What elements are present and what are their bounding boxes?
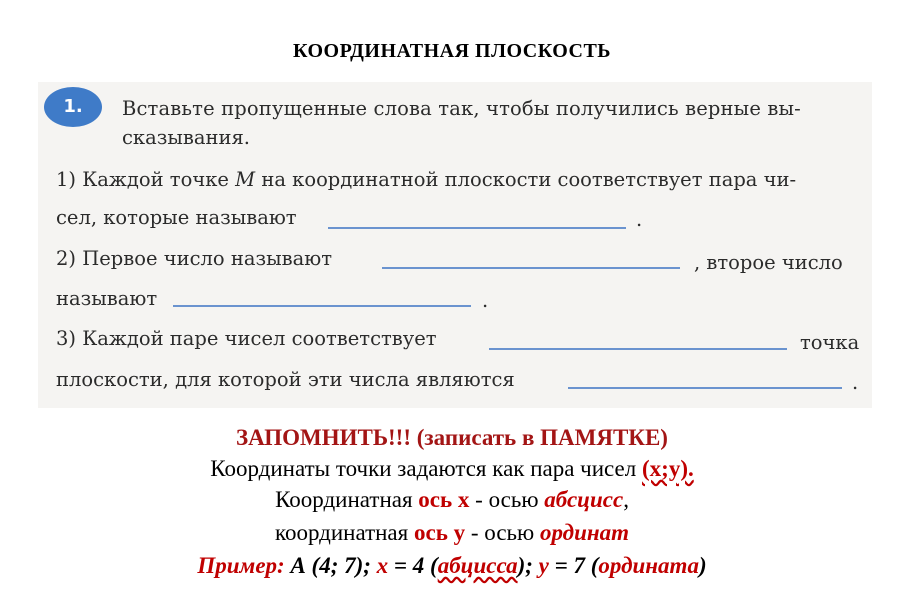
memo-line-3 bbox=[0, 520, 904, 546]
instruction-line-2: сказывания. bbox=[122, 126, 250, 149]
example-x-term: абцисса bbox=[437, 553, 518, 578]
example-x-close: ); bbox=[517, 553, 539, 578]
period-2: . bbox=[482, 289, 489, 312]
memo-line-3-text-a: координатная bbox=[274, 520, 414, 545]
example-y: у bbox=[538, 553, 549, 578]
memo-line-3-text-b: - осью bbox=[465, 520, 540, 545]
memo-line-2-text-a: Координатная bbox=[275, 487, 419, 512]
example-y-term: ордината bbox=[598, 553, 699, 578]
example-point: А (4; 7); bbox=[284, 553, 377, 578]
statement-2-line-2: называют bbox=[56, 287, 158, 310]
coordinate-pair: (x;y). bbox=[642, 456, 694, 481]
point-m-label: M bbox=[235, 168, 256, 191]
period-1: . bbox=[636, 208, 643, 231]
period-3: . bbox=[852, 371, 859, 394]
example-label: Пример: bbox=[197, 553, 285, 578]
blank-line-1 bbox=[328, 227, 626, 229]
statement-3-line-2: плоскости, для которой эти числа являются bbox=[56, 368, 515, 391]
blank-line-3 bbox=[173, 305, 471, 307]
statement-3-line-1a: 3) Каждой паре чисел соответствует bbox=[56, 327, 437, 350]
statement-1-text-b: на координатной плоскости соответствует пара чи- bbox=[255, 168, 797, 191]
blank-line-2 bbox=[382, 267, 680, 269]
x-axis-label: ось х bbox=[418, 487, 470, 512]
exercise-number-badge: 1. bbox=[44, 87, 102, 127]
statement-1-text-a: 1) Каждой точке bbox=[56, 168, 236, 191]
ordinate-term: ординат bbox=[539, 520, 630, 545]
abscissa-term: абсцисс bbox=[544, 487, 624, 512]
example-y-eq: = 7 ( bbox=[548, 553, 599, 578]
blank-line-5 bbox=[568, 387, 842, 389]
memo-line-2 bbox=[0, 487, 904, 513]
memo-line-1-text: Координаты точки задаются как пара чисел bbox=[210, 456, 642, 481]
blank-line-4 bbox=[489, 348, 787, 350]
example-x-eq: = 4 ( bbox=[388, 553, 438, 578]
memo-line-2-comma: , bbox=[623, 487, 629, 512]
example-x: х bbox=[376, 553, 389, 578]
instruction-line-1: Вставьте пропущенные слова так, чтобы получились верные вы- bbox=[122, 97, 801, 120]
example-y-close: ) bbox=[698, 553, 707, 578]
memo-example bbox=[0, 553, 904, 579]
statement-2-line-1b: , второе число bbox=[694, 251, 843, 274]
statement-2-line-1a: 2) Первое число называют bbox=[56, 247, 332, 270]
y-axis-label: ось у bbox=[413, 520, 466, 545]
statement-1-line-2: сел, которые называют bbox=[56, 206, 297, 229]
memo-heading: ЗАПОМНИТЬ!!! (записать в ПАМЯТКЕ) bbox=[236, 425, 668, 450]
statement-1-line-1 bbox=[56, 168, 796, 191]
memo-line-2-text-b: - осью bbox=[469, 487, 545, 512]
page-title: КООРДИНАТНАЯ ПЛОСКОСТЬ bbox=[292, 40, 612, 62]
statement-3-line-1b: точка bbox=[800, 331, 860, 354]
memo-line-1 bbox=[0, 456, 904, 482]
